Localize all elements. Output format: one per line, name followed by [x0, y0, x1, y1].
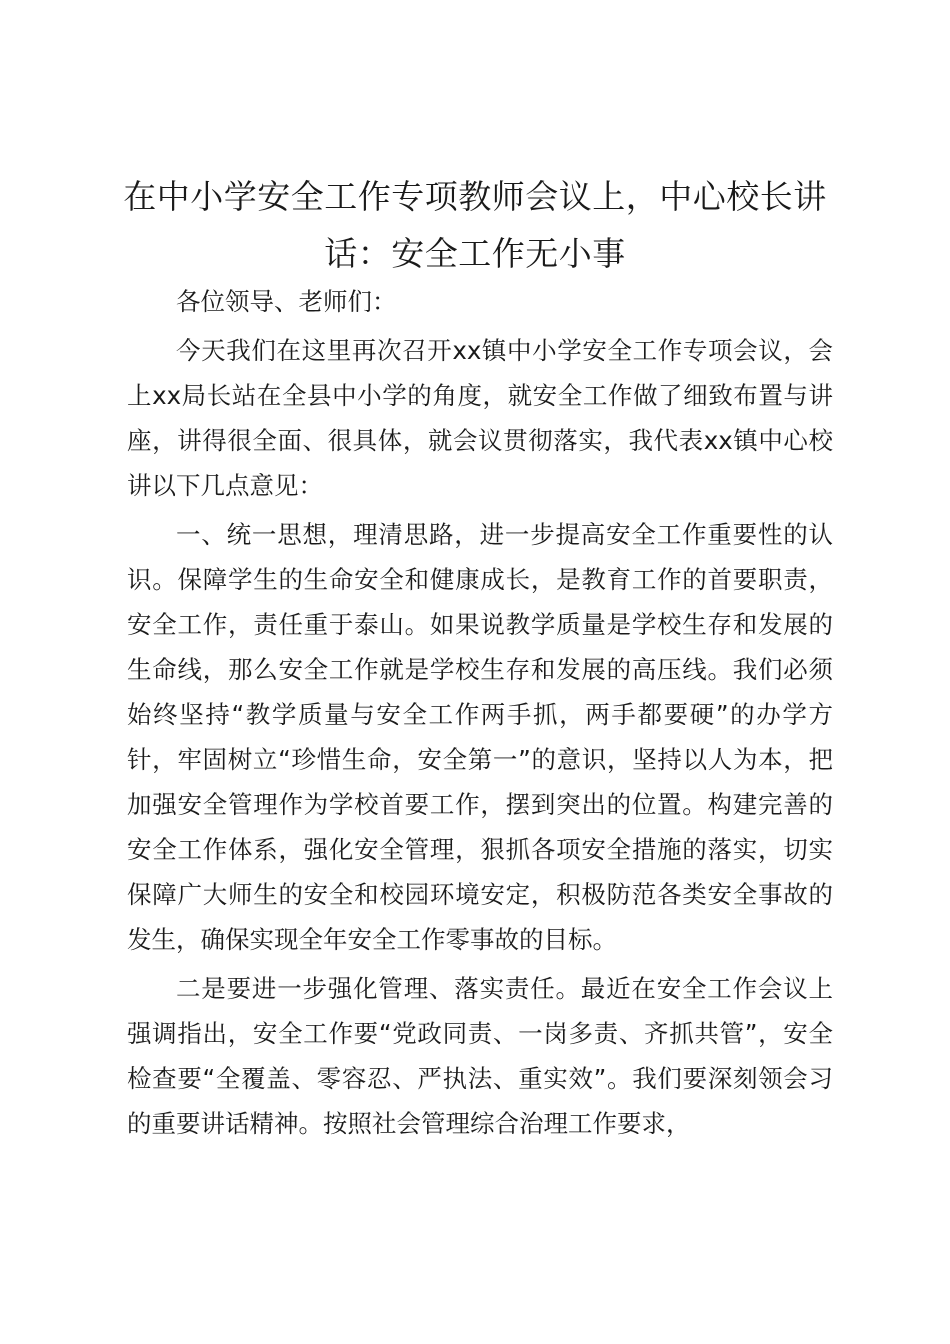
document-body	[127, 279, 833, 1146]
point-two-paragraph: 二是要进一步强化管理、落实责任。最近在安全工作会议上强调指出，安全工作要“党政同责、一岗多责、齐抓共管”，安全检查要“全覆盖、零容忍、严执法、重实效”。我们要深刻领会习的重要讲话精神。按照社会管理综合治理工作要求，	[127, 974, 833, 1138]
point-one-paragraph: 一、统一思想，理清思路，进一步提高安全工作重要性的认识。保障学生的生命安全和健康成长，是教育工作的首要职责，安全工作，责任重于泰山。如果说教学质量是学校生存和发展的生命线，那么安全工作就是学校生存和发展的高压线。我们必须始终坚持“教学质量与安全工作两手抓，两手都要硬”的办学方针，牢固树立“珍惜生命，安全第一”的意识，坚持以人为本，把加强安全管理作为学校首要工作，摆到突出的位置。构建完善的安全工作体系，强化安全管理，狠抓各项安全措施的落实，切实保障广大师生的安全和校园环境安定，积极防范各类安全事故的发生，确保实现全年安全工作零事故的目标。	[127, 520, 833, 954]
salutation-paragraph: 各位领导、老师们：	[176, 287, 397, 316]
document-title: 在中小学安全工作专项教师会议上，中心校长讲话：安全工作无小事	[123, 177, 827, 273]
intro-paragraph: 今天我们在这里再次召开xx镇中小学安全工作专项会议，会上xx局长站在全县中小学的角度，就安全工作做了细致布置与讲座，讲得很全面、很具体，就会议贯彻落实，我代表xx镇中心校讲以下几点意见：	[127, 336, 833, 500]
